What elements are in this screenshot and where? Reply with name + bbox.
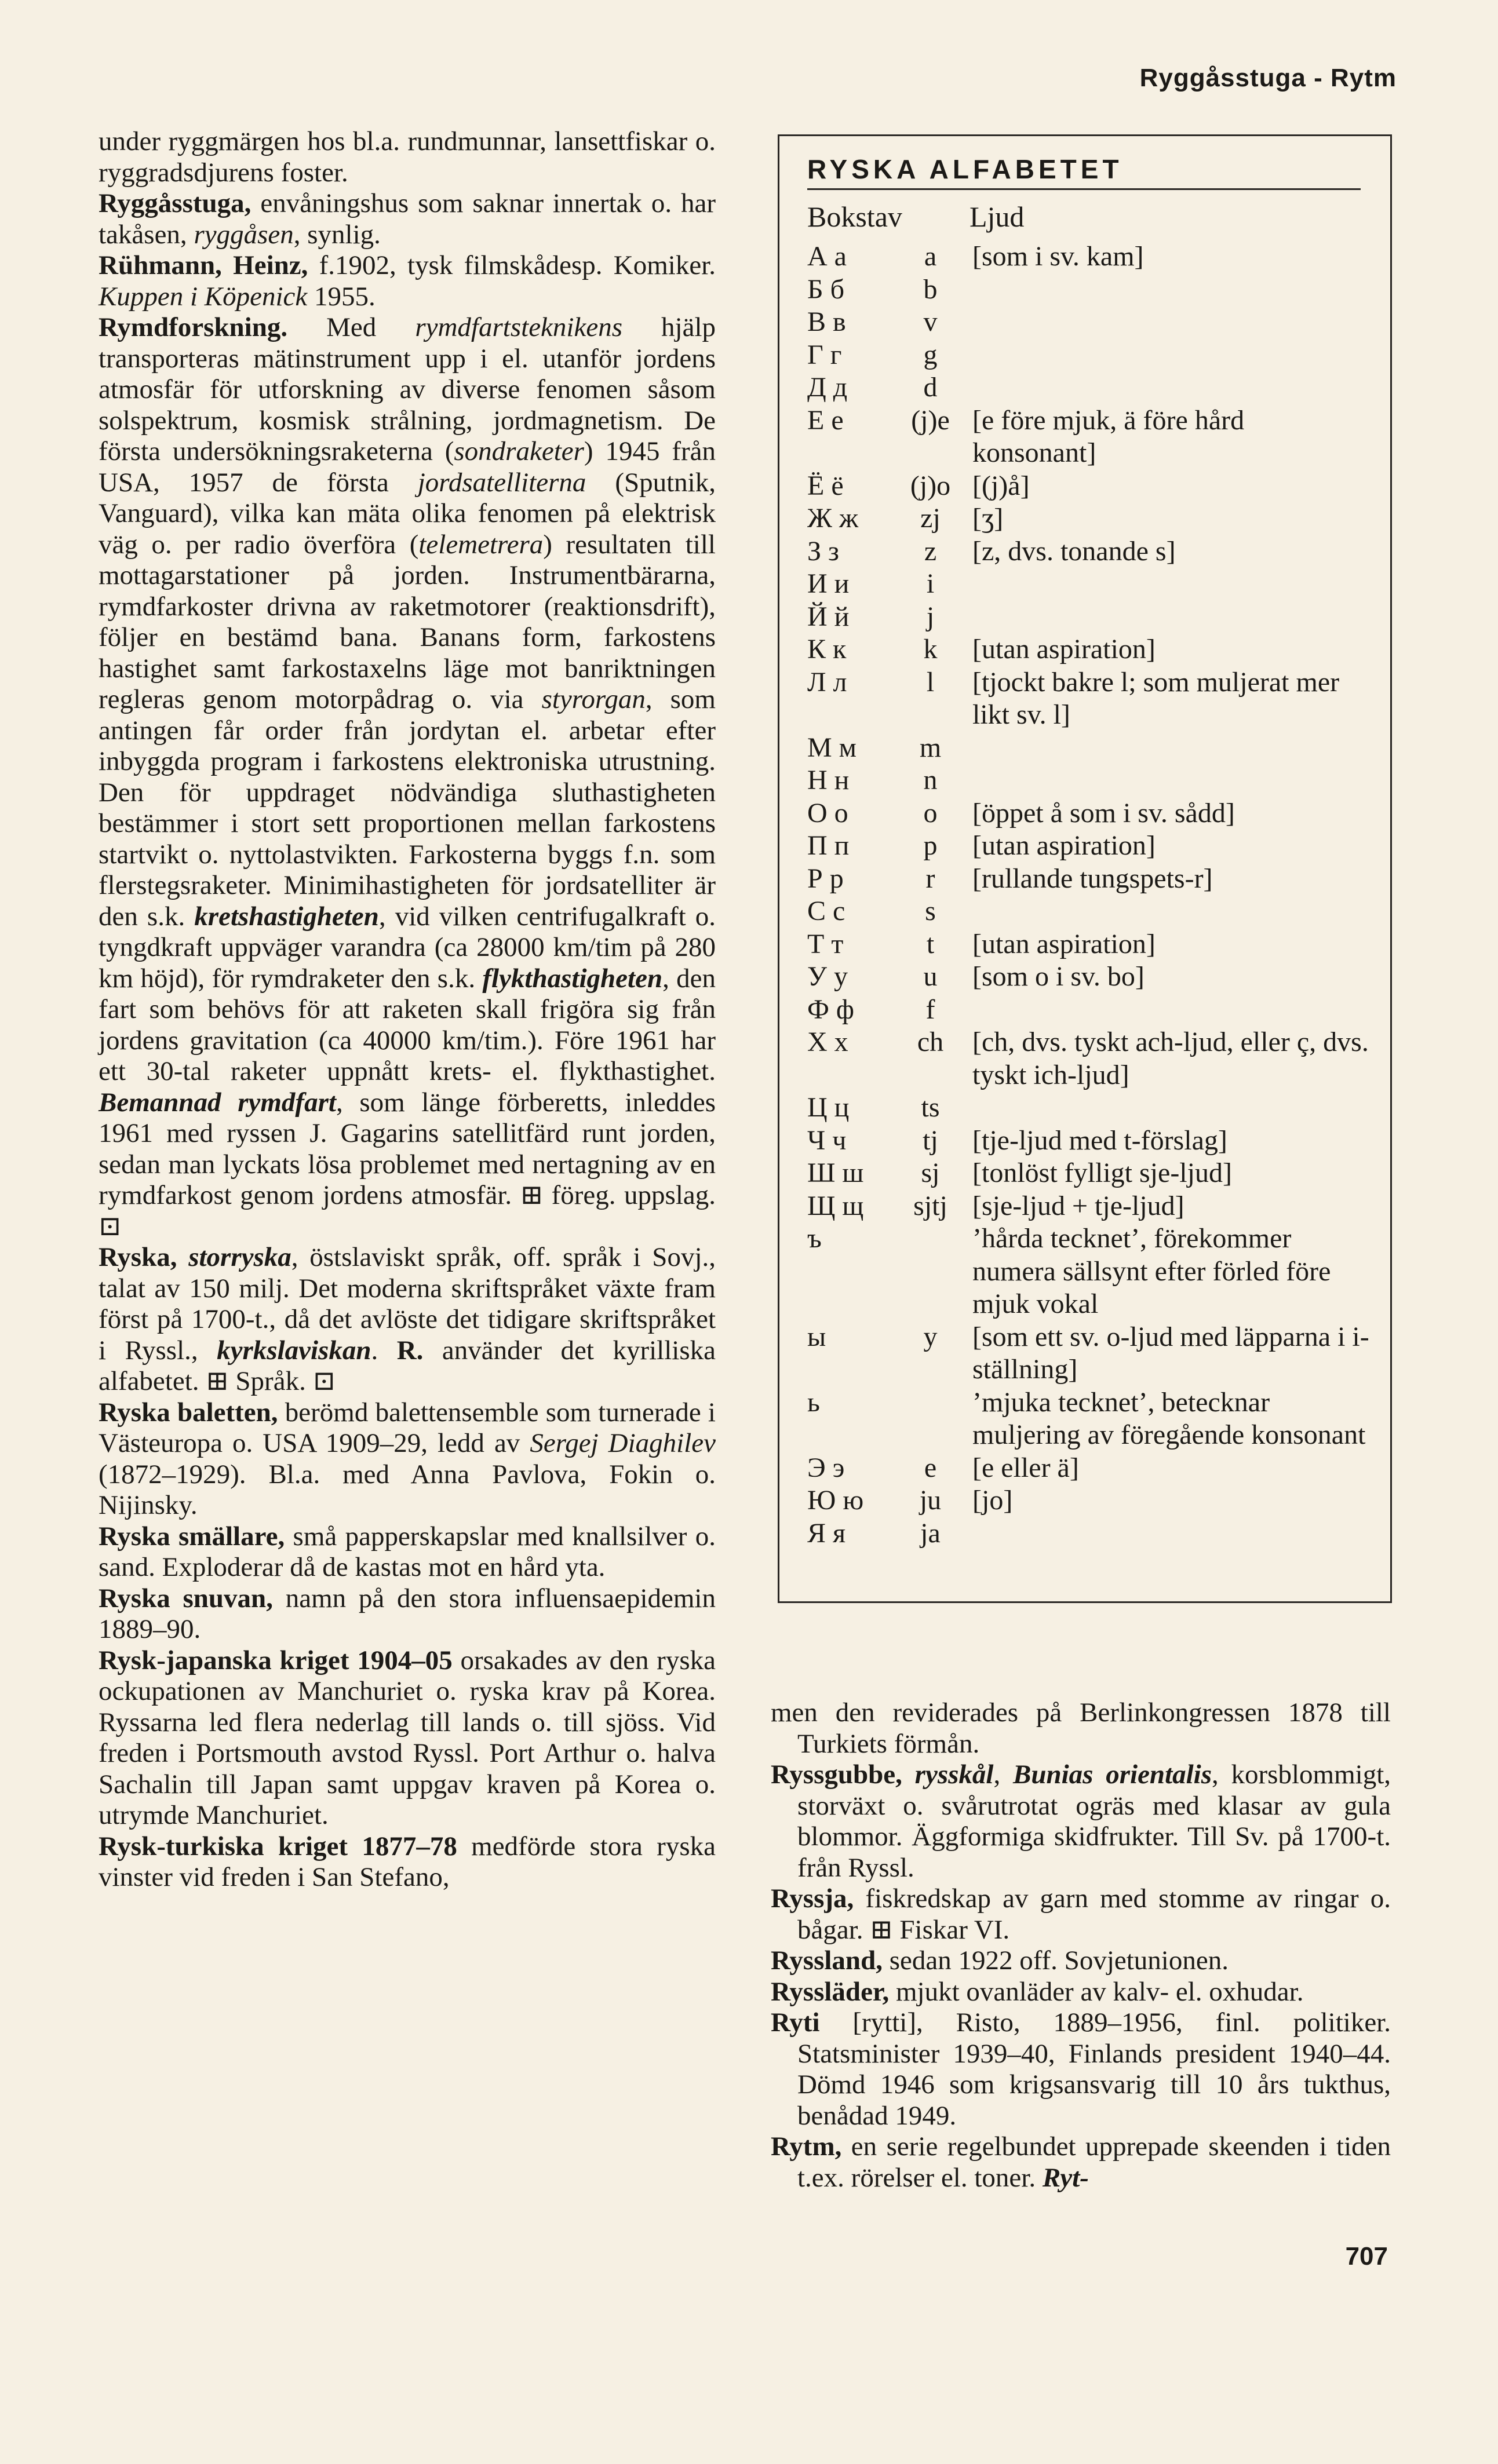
sound-description: [ʒ]: [972, 503, 1004, 534]
letter-sound: u: [923, 961, 938, 992]
sound-description: [som ett sv. o-ljud med läpparna i i-ställning]: [972, 1321, 1369, 1385]
sound-description: [öppet å som i sv. sådd]: [972, 797, 1235, 828]
reference-plate-icon: ⊞: [206, 1366, 229, 1396]
letter-sound: f: [925, 994, 935, 1025]
entry-text: sedan 1922 off. Sovjetunionen.: [882, 1945, 1229, 1976]
alphabet-row: [807, 994, 1369, 1027]
letter-sound: b: [923, 273, 938, 305]
sound-description: [utan aspiration]: [972, 634, 1156, 665]
entry-text: .: [371, 1335, 397, 1366]
sound-description: [972, 1092, 1369, 1125]
sound-description: ’hårda tecknet’, förekommer numera sällsynt efter förled före mjuk vokal: [972, 1223, 1331, 1319]
alphabet-row: [807, 568, 1369, 601]
entry-rysk-japanska-kriget: [99, 1645, 716, 1831]
cyrillic-letter: Н н: [807, 765, 850, 795]
alphabet-row: [807, 928, 1369, 961]
left-column: [99, 126, 716, 1893]
entry-ryska-snuvan: [99, 1583, 716, 1645]
cyrillic-letter: Р р: [807, 863, 844, 894]
cyrillic-letter: Ё ё: [807, 470, 844, 501]
entry-ryska: [99, 1242, 716, 1397]
sound-description: [tje-ljud med t-förslag]: [972, 1125, 1227, 1156]
sound-description: [rullande tungspets-r]: [972, 863, 1213, 894]
letter-sound: ja: [920, 1517, 941, 1549]
entry-text: (1872–1929). Bl.a. med Anna Pavlova, Fokin o. Nijinsky.: [99, 1459, 716, 1520]
letter-sound: e: [924, 1452, 937, 1483]
cyrillic-letter: ь: [807, 1386, 820, 1418]
cyrillic-letter: Ю ю: [807, 1485, 864, 1516]
alphabet-table-title: RYSKA ALFABETET: [807, 154, 1361, 190]
column-header-sound: Ljud: [969, 200, 1025, 233]
alphabet-row: [807, 371, 1369, 404]
cyrillic-letter: Т т: [807, 928, 844, 959]
alphabet-row: [807, 863, 1369, 896]
cyrillic-letter: М м: [807, 732, 857, 763]
entry-text: Med: [287, 312, 415, 342]
alphabet-row: [807, 601, 1369, 634]
alphabet-row: [807, 1321, 1369, 1386]
letter-sound: z: [924, 535, 937, 567]
cyrillic-letter: И и: [807, 568, 850, 599]
cyrillic-letter: Э э: [807, 1452, 845, 1483]
cyrillic-letter: З з: [807, 535, 840, 567]
alphabet-row: [807, 666, 1369, 732]
entry-ryska-smallare: [99, 1521, 716, 1583]
headword: Ryssgubbe,: [771, 1760, 902, 1790]
headword: Rysk-turkiska kriget 1877–78: [99, 1831, 457, 1861]
sound-description: [972, 568, 1369, 601]
entry-rysslader: [771, 1977, 1391, 2008]
entry-text: , vid vilken centrifugalkraft o. tyngdkraft uppväger varandra (ca 28000 km/tim på 280 km höjd), för rymdraketer den s.k.: [99, 901, 716, 994]
headword: Ryggåsstuga,: [99, 188, 252, 218]
right-column: [771, 1698, 1391, 2193]
entry-rysk-turkiska-kriget: [99, 1831, 716, 1893]
letter-sound: p: [923, 830, 938, 861]
alphabet-row: [807, 732, 1369, 765]
italic-term: Bunias orientalis: [1012, 1760, 1212, 1790]
italic-term: sondraketer: [454, 436, 584, 466]
alphabet-row: [807, 830, 1369, 863]
entry-text: , den fart som behövs för att raketen skall frigöra sig från jordens gravitation (ca 40000 km/tim.). Före 1961 har ett 30-tal raketer uppnått krets- el. flykthastighet.: [99, 963, 716, 1086]
cyrillic-letter: А а: [807, 241, 847, 272]
sound-description: [e före mjuk, ä före hård konsonant]: [972, 404, 1245, 468]
alphabet-row: [807, 797, 1369, 830]
entry-ruhmann: [99, 250, 716, 312]
entry-text: berömd balettensemble som turnerade i Västeuropa o. USA 1909–29, ledd av: [99, 1397, 716, 1458]
entry-text: ) resultaten till mottagarstationer på jorden. Instrumentbärarna, rymdfarkoster drivna av raketmotorer (reaktionsdrift), följer en bestämd bana. Banans form, farkostens hastighet samt farkostaxelns läge mot banriktningen regleras genom motorpådrag o. via: [99, 529, 716, 714]
sound-description: [tjockt bakre l; som muljerat mer likt sv. l]: [972, 666, 1340, 730]
italic-term: kretshastigheten: [194, 901, 379, 932]
sound-description: [z, dvs. tonande s]: [972, 535, 1176, 567]
sound-description: [jo]: [972, 1485, 1013, 1516]
reference-color-icon: ⊡: [312, 1366, 336, 1396]
sound-description: [972, 339, 1369, 372]
headword: Rühmann, Heinz,: [99, 250, 308, 280]
entry-text: , som länge förberetts, inleddes 1961 med ryssen J. Gagarins satellitfärd runt jorden, sedan man lyckats lösa problemet med nertagning av en rymdfarkost genom jordens atmosfär.: [99, 1087, 716, 1210]
sound-description: [ch, dvs. tyskt ach-ljud, eller ç, dvs. tyskt ich-ljud]: [972, 1027, 1369, 1090]
italic-term: storryska: [188, 1242, 291, 1272]
letter-sound: d: [923, 372, 938, 403]
alphabet-row: [807, 1026, 1369, 1092]
italic-term: rymdfartsteknikens: [415, 312, 622, 342]
sound-description: [(j)å]: [972, 470, 1030, 501]
italic-term: ryggåsen: [194, 219, 294, 250]
entry-text: , som antingen får order från jordytan el. arbetar efter inbyggda program i farkostens elektroniska utrustning. Den för uppdraget nödvändiga sluthastigheten bestämmer i stort sett proportionen mellan farkostens startvikt o. nyttolastvikten. Farkosterna byggs f.n. som flerstegsraketer. Minimihastigheten för jordsatelliter är den s.k.: [99, 684, 716, 932]
letter-sound: t: [926, 928, 935, 959]
letter-sound: s: [925, 896, 936, 926]
alphabet-row: [807, 895, 1369, 928]
letter-sound: m: [919, 732, 942, 763]
headword: Ryti: [771, 2007, 820, 2038]
sound-description: [972, 601, 1369, 634]
entry-text: (Sputnik, Vanguard), vilka kan mäta olika fenomen på elektrisk väg o. per radio överföra (: [99, 467, 716, 560]
entry-text: använder det kyrilliska alfabetet.: [99, 1335, 716, 1396]
sound-description: [972, 895, 1369, 928]
cyrillic-letter: Ц ц: [807, 1092, 850, 1123]
cyrillic-letter: К к: [807, 634, 847, 665]
letter-sound: g: [923, 339, 938, 370]
entry-text: , synlig.: [293, 219, 381, 250]
italic-term: telemetrera: [418, 529, 544, 560]
cyrillic-letter: Я я: [807, 1517, 846, 1549]
italic-term: rysskål: [914, 1760, 994, 1790]
cyrillic-letter: ъ: [807, 1223, 822, 1254]
entry-text: en serie regelbundet upprepade skeenden i tiden t.ex. rörelser el. toner.: [797, 2131, 1391, 2193]
letter-sound: l: [926, 666, 935, 698]
entry-text: ) 1945 från USA, 1957 de första: [99, 436, 716, 498]
entry-rymdforskning: [99, 312, 716, 1242]
cyrillic-letter: Л л: [807, 666, 847, 698]
cyrillic-letter: Д д: [807, 372, 848, 403]
sound-description: [972, 994, 1369, 1027]
entry-text: 1955.: [307, 281, 376, 312]
sound-description: [972, 1517, 1369, 1550]
entry-ryti: [771, 2007, 1391, 2131]
cyrillic-letter: ы: [807, 1321, 826, 1352]
headword: Ryssja,: [771, 1883, 854, 1914]
cyrillic-letter: В в: [807, 306, 846, 337]
cyrillic-letter: Г г: [807, 339, 842, 370]
entry-text: f.1902, tysk filmskådesp. Komiker.: [308, 250, 716, 280]
alphabet-row: [807, 1125, 1369, 1158]
headword: Rymdforskning.: [99, 312, 288, 342]
cyrillic-letter: Б б: [807, 273, 844, 305]
letter-sound: i: [926, 568, 935, 599]
letter-sound: a: [924, 241, 937, 272]
sound-description: [972, 273, 1369, 306]
running-header: Ryggåsstuga - Rytm: [1139, 64, 1397, 92]
alphabet-row: [807, 1190, 1369, 1223]
entry-ryssja: [771, 1883, 1391, 1945]
sound-description: [972, 764, 1369, 797]
cyrillic-letter: П п: [807, 830, 850, 861]
cyrillic-letter: Е е: [807, 404, 844, 436]
cyrillic-letter: У у: [807, 961, 848, 992]
entry-text: hjälp transporteras mätinstrument upp i el. utanför jordens atmosfär för utforskning av diverse fenomen såsom solspektrum, kosmisk strålning, jordmagnetism. De första undersökningsraketerna (: [99, 312, 716, 466]
sound-description: [utan aspiration]: [972, 928, 1156, 959]
alphabet-table-box: [778, 134, 1392, 1603]
letter-sound: k: [923, 634, 938, 665]
entry-ryggasstuga: [99, 188, 716, 250]
cyrillic-letter: Й й: [807, 601, 850, 632]
headword: Rytm,: [771, 2131, 842, 2162]
letter-sound: sj: [921, 1158, 940, 1188]
letter-sound: v: [923, 306, 938, 337]
entry-rytm: [771, 2131, 1391, 2193]
alphabet-row: [807, 535, 1369, 568]
entry-ryska-baletten: [99, 1397, 716, 1521]
sound-description: [e eller ä]: [972, 1452, 1079, 1483]
alphabet-row: [807, 1222, 1369, 1321]
cyrillic-letter: Ч ч: [807, 1125, 847, 1156]
sound-description: [972, 306, 1369, 339]
letter-sound: tj: [923, 1125, 938, 1156]
entry-text: föreg. uppslag.: [543, 1180, 716, 1210]
letter-sound: (j)e: [911, 404, 950, 436]
alphabet-row: [807, 273, 1369, 306]
cyrillic-letter: Ф ф: [807, 994, 855, 1025]
entry-text: , korsblommigt, storväxt o. svårutrotat ogräs med klasar av gula blommor. Äggformiga skidfrukter. Till Sv. på 1700-t. från Ryssl.: [797, 1760, 1391, 1883]
alphabet-row: [807, 1452, 1369, 1485]
letter-sound: o: [923, 797, 938, 828]
entry-text: små papperskapslar med knallsilver o. sand. Exploderar då de kastas mot en hård yta.: [99, 1521, 716, 1582]
italic-term: kyrkslaviskan: [217, 1335, 371, 1366]
reference-color-icon: ⊡: [99, 1211, 122, 1242]
alphabet-row: [807, 1484, 1369, 1517]
italic-term: Bemannad rymdfart: [99, 1087, 336, 1118]
italic-term: Sergej Diaghilev: [530, 1428, 716, 1458]
reference-plate-icon: ⊞: [520, 1180, 544, 1210]
letter-sound: ts: [921, 1092, 940, 1123]
italic-term: styrorgan: [541, 684, 646, 714]
sound-description: [sje-ljud + tje-ljud]: [972, 1190, 1184, 1221]
entry-text: fiskredskap av garn med stomme av ringar o. bågar.: [797, 1883, 1391, 1945]
entry-continuation: under ryggmärgen hos bl.a. rundmunnar, lansettfiskar o. ryggradsdjurens foster.: [99, 126, 716, 188]
alphabet-row: [807, 240, 1369, 273]
entry-text: [902, 1760, 915, 1790]
entry-text: medförde stora ryska vinster vid freden i San Stefano,: [99, 1831, 716, 1892]
entry-text: namn på den stora influensaepidemin 1889–90.: [99, 1583, 716, 1644]
sound-description: [utan aspiration]: [972, 830, 1156, 861]
alphabet-row: [807, 470, 1369, 503]
headword: Ryska baletten,: [99, 1397, 278, 1428]
entry-ryssgubbe: [771, 1760, 1391, 1883]
alphabet-row: [807, 502, 1369, 535]
entry-text: envåningshus som saknar innertak o. har takåsen,: [99, 188, 716, 250]
letter-sound: n: [923, 765, 938, 795]
abbrev-headword: R.: [396, 1335, 424, 1366]
entry-text: ,: [993, 1760, 1013, 1790]
entry-continuation: men den reviderades på Berlinkongressen 1878 till Turkiets förmån.: [771, 1698, 1391, 1759]
page-number: 707: [1345, 2242, 1388, 2270]
letter-sound: j: [926, 601, 935, 632]
entry-text: mjukt ovanläder av kalv- el. oxhudar.: [889, 1976, 1304, 2007]
letter-sound: (j)o: [910, 470, 951, 501]
headword: Ryska snuvan,: [99, 1583, 273, 1614]
italic-term: jordsatelliterna: [417, 467, 586, 498]
alphabet-row: [807, 404, 1369, 470]
italic-term: flykthastigheten: [482, 963, 663, 994]
alphabet-row: [807, 764, 1369, 797]
sound-description: [som i sv. kam]: [972, 241, 1144, 272]
cyrillic-letter: Ж ж: [807, 503, 859, 534]
sound-description: ’mjuka tecknet’, betecknar muljering av föregående konsonant: [972, 1386, 1366, 1450]
cyrillic-letter: Ш ш: [807, 1158, 864, 1188]
entry-text: Fiskar VI.: [892, 1914, 1010, 1945]
sound-description: [tonlöst fylligt sje-ljud]: [972, 1158, 1232, 1188]
entry-ryssland: [771, 1945, 1391, 1977]
headword: Rysk-japanska kriget 1904–05: [99, 1645, 453, 1675]
letter-sound: zj: [920, 503, 941, 534]
entry-text: , östslaviskt språk, off. språk i Sovj., talat av 150 milj. Det moderna skriftspråket växte fram först på 1700-t., då det avlöste det tidigare skriftspråket i Ryssl.,: [99, 1242, 716, 1366]
reference-plate-icon: ⊞: [870, 1914, 893, 1945]
cyrillic-letter: О о: [807, 797, 848, 828]
entry-text: Språk.: [228, 1366, 313, 1396]
headword: Ryssläder,: [771, 1976, 890, 2007]
cyrillic-letter: С с: [807, 896, 845, 926]
letter-sound: y: [923, 1321, 938, 1352]
sound-description: [972, 371, 1369, 404]
entry-text: [177, 1242, 188, 1272]
alphabet-row: [807, 961, 1369, 994]
italic-term: Ryt-: [1042, 2162, 1089, 2193]
letter-sound: ju: [919, 1485, 942, 1516]
headword: Ryska smällare,: [99, 1521, 285, 1552]
entry-text: orsakades av den ryska ockupationen av Manchuriet o. ryska krav på Korea. Ryssarna led flera nederlag till lands o. till sjöss. Vid freden i Portsmouth avstod Ryssl. Port Arthur o. halva Sachalin till Japan samt uppgav kraven på Korea o. utrymde Manchuriet.: [99, 1645, 716, 1830]
letter-sound: ch: [917, 1027, 944, 1057]
sound-description: [som o i sv. bo]: [972, 961, 1145, 992]
alphabet-row: [807, 1157, 1369, 1190]
italic-term: Kuppen i Köpenick: [99, 281, 308, 312]
headword: Ryska,: [99, 1242, 177, 1272]
alphabet-row: [807, 339, 1369, 372]
headword: Ryssland,: [771, 1945, 883, 1976]
sound-description: [972, 732, 1369, 765]
alphabet-row: [807, 1092, 1369, 1125]
alphabet-row: [807, 633, 1369, 666]
cyrillic-letter: Х х: [807, 1027, 848, 1057]
column-header-letter: Bokstav: [807, 200, 902, 233]
alphabet-row: [807, 1386, 1369, 1452]
alphabet-row: [807, 1517, 1369, 1550]
cyrillic-letter: Щ щ: [807, 1190, 864, 1221]
letter-sound: r: [925, 863, 935, 894]
alphabet-row: [807, 306, 1369, 339]
entry-text: [rytti], Risto, 1889–1956, finl. politiker. Statsminister 1939–40, Finlands president 1940–44. Dömd 1946 som krigsansvarig till 10 års tukthus, benådad 1949.: [797, 2007, 1391, 2131]
alphabet-rows: [807, 240, 1369, 1550]
letter-sound: sjtj: [913, 1190, 947, 1221]
